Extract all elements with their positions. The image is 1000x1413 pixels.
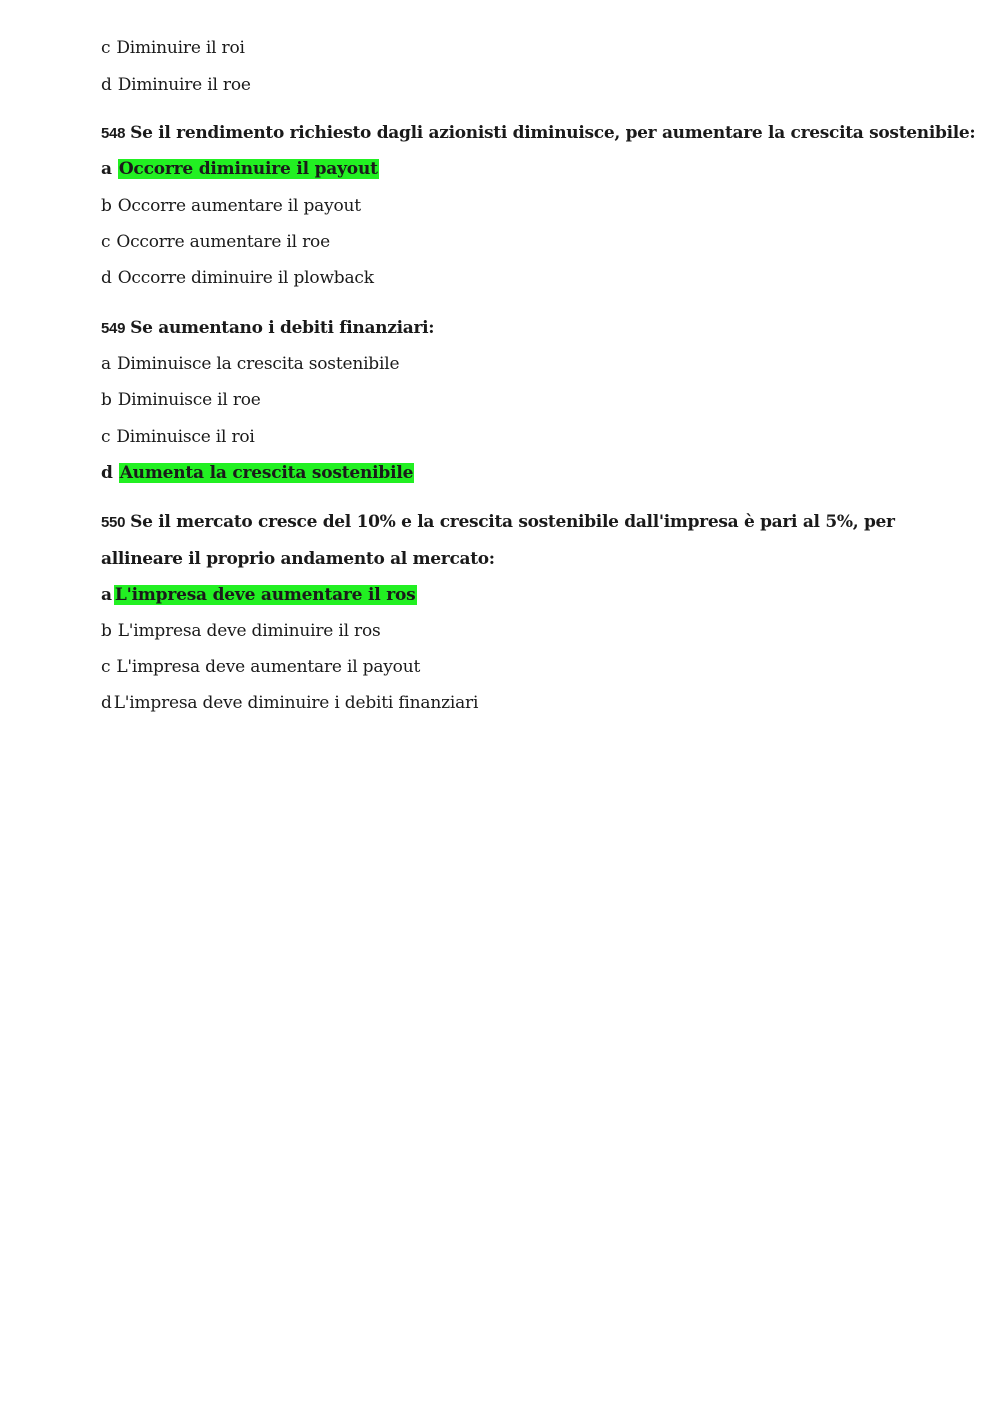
option-letter: b: [101, 196, 112, 216]
question-text: Se aumentano i debiti finanziari:: [130, 318, 435, 338]
question-text: Se il mercato cresce del 10% e la crescita sostenibile dall'impresa è pari al 5%, per allineare il proprio andamento al mercato:: [101, 512, 895, 569]
option-item: [101, 352, 399, 376]
question-text: Se il rendimento richiesto dagli azionisti diminuisce, per aumentare la crescita sostenibile:: [130, 123, 976, 143]
option-text: L'impresa deve diminuire i debiti finanziari: [113, 693, 479, 713]
option-letter: a: [101, 585, 112, 605]
option-item: [101, 230, 330, 254]
option-letter: d: [101, 268, 112, 288]
option-text: Diminuire il roi: [116, 38, 245, 58]
option-text: Diminuisce il roe: [117, 390, 261, 410]
question-549: [101, 316, 434, 341]
option-letter: d: [101, 75, 112, 95]
option-text: L'impresa deve diminuire il ros: [117, 621, 381, 641]
option-letter: b: [101, 621, 112, 641]
option-letter: d: [101, 463, 113, 483]
option-letter: c: [101, 38, 111, 58]
question-550: [101, 504, 901, 577]
option-text: Diminuire il roe: [117, 75, 251, 95]
correct-answer-highlight: L'impresa deve aumentare il ros: [114, 585, 416, 605]
option-text: Occorre aumentare il payout: [117, 196, 361, 216]
option-item: [101, 619, 381, 643]
option-item: [101, 194, 361, 218]
option-item: [101, 73, 251, 97]
option-item: [101, 691, 478, 715]
option-letter: d: [101, 693, 112, 713]
question-number: 548: [101, 125, 126, 142]
option-letter: c: [101, 427, 111, 447]
question-548: [101, 121, 975, 146]
option-letter: a: [101, 159, 112, 179]
correct-answer-highlight: Aumenta la crescita sostenibile: [119, 463, 414, 483]
option-item: [101, 425, 255, 449]
option-letter: c: [101, 232, 111, 252]
option-letter: c: [101, 657, 111, 677]
option-item: [101, 655, 420, 679]
option-item: [101, 266, 374, 290]
option-letter: a: [101, 354, 111, 374]
option-item: [101, 36, 245, 60]
option-text: Diminuisce la crescita sostenibile: [116, 354, 400, 374]
option-text: Diminuisce il roi: [116, 427, 255, 447]
option-text: Occorre diminuire il plowback: [117, 268, 374, 288]
question-number: 549: [101, 320, 126, 337]
correct-answer-highlight: Occorre diminuire il payout: [118, 159, 378, 179]
option-item-correct: [101, 583, 417, 607]
option-text: L'impresa deve aumentare il payout: [116, 657, 421, 677]
option-item: [101, 388, 261, 412]
option-item-correct: [101, 461, 414, 485]
option-item-correct: [101, 157, 379, 181]
option-text: Occorre aumentare il roe: [116, 232, 330, 252]
question-number: 550: [101, 514, 126, 531]
option-letter: b: [101, 390, 112, 410]
